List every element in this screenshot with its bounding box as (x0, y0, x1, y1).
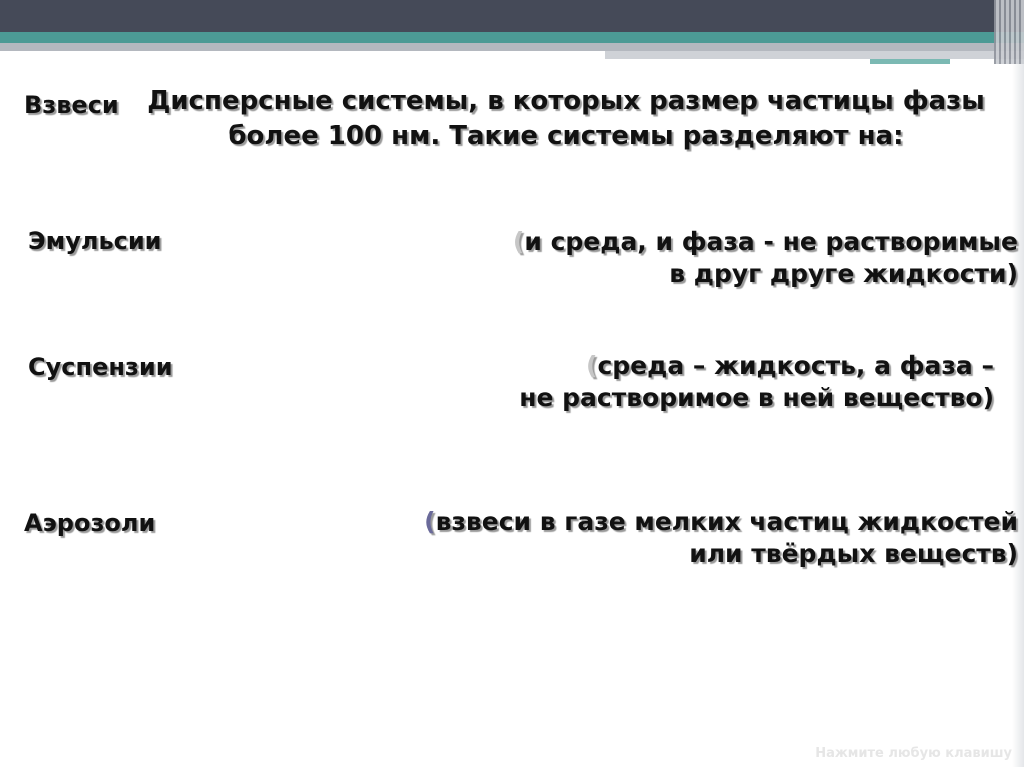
header-accent-tick (870, 59, 950, 64)
header-bar-gray-secondary (605, 51, 1024, 59)
slide-heading: Взвеси (24, 91, 119, 119)
footer-hint[interactable]: Нажмите любую клавишу (815, 746, 1012, 761)
header-stripes-decoration (994, 0, 1024, 64)
term-aerosols: Аэрозоли (24, 509, 156, 537)
desc-suspensions (394, 350, 994, 414)
desc-line-1: среда – жидкость, а фаза – (597, 351, 994, 380)
open-paren: ( (424, 507, 436, 536)
desc-line-2: или твёрдых веществ) (689, 539, 1018, 568)
intro-text: Дисперсные системы, в которых размер частицы фазы более 100 нм. Такие системы разделяют на: (147, 86, 985, 152)
header-bar-gray (0, 43, 1024, 51)
term-suspensions: Суспензии (28, 353, 173, 381)
header-bar-teal (0, 32, 1024, 43)
desc-line-2: не растворимое в ней вещество) (519, 383, 994, 412)
open-paren: ( (586, 351, 598, 380)
term-emulsions: Эмульсии (28, 227, 162, 255)
desc-emulsions (398, 226, 1018, 290)
right-edge-shadow (1012, 64, 1024, 767)
desc-line-1: взвеси в газе мелких частиц жидкостей (435, 507, 1018, 536)
desc-line-1: и среда, и фаза - не растворимые (524, 227, 1018, 256)
open-paren: ( (512, 227, 525, 256)
header-bar-dark (0, 0, 1024, 32)
desc-aerosols (298, 506, 1018, 570)
desc-line-2: в друг друге жидкости) (669, 259, 1018, 288)
